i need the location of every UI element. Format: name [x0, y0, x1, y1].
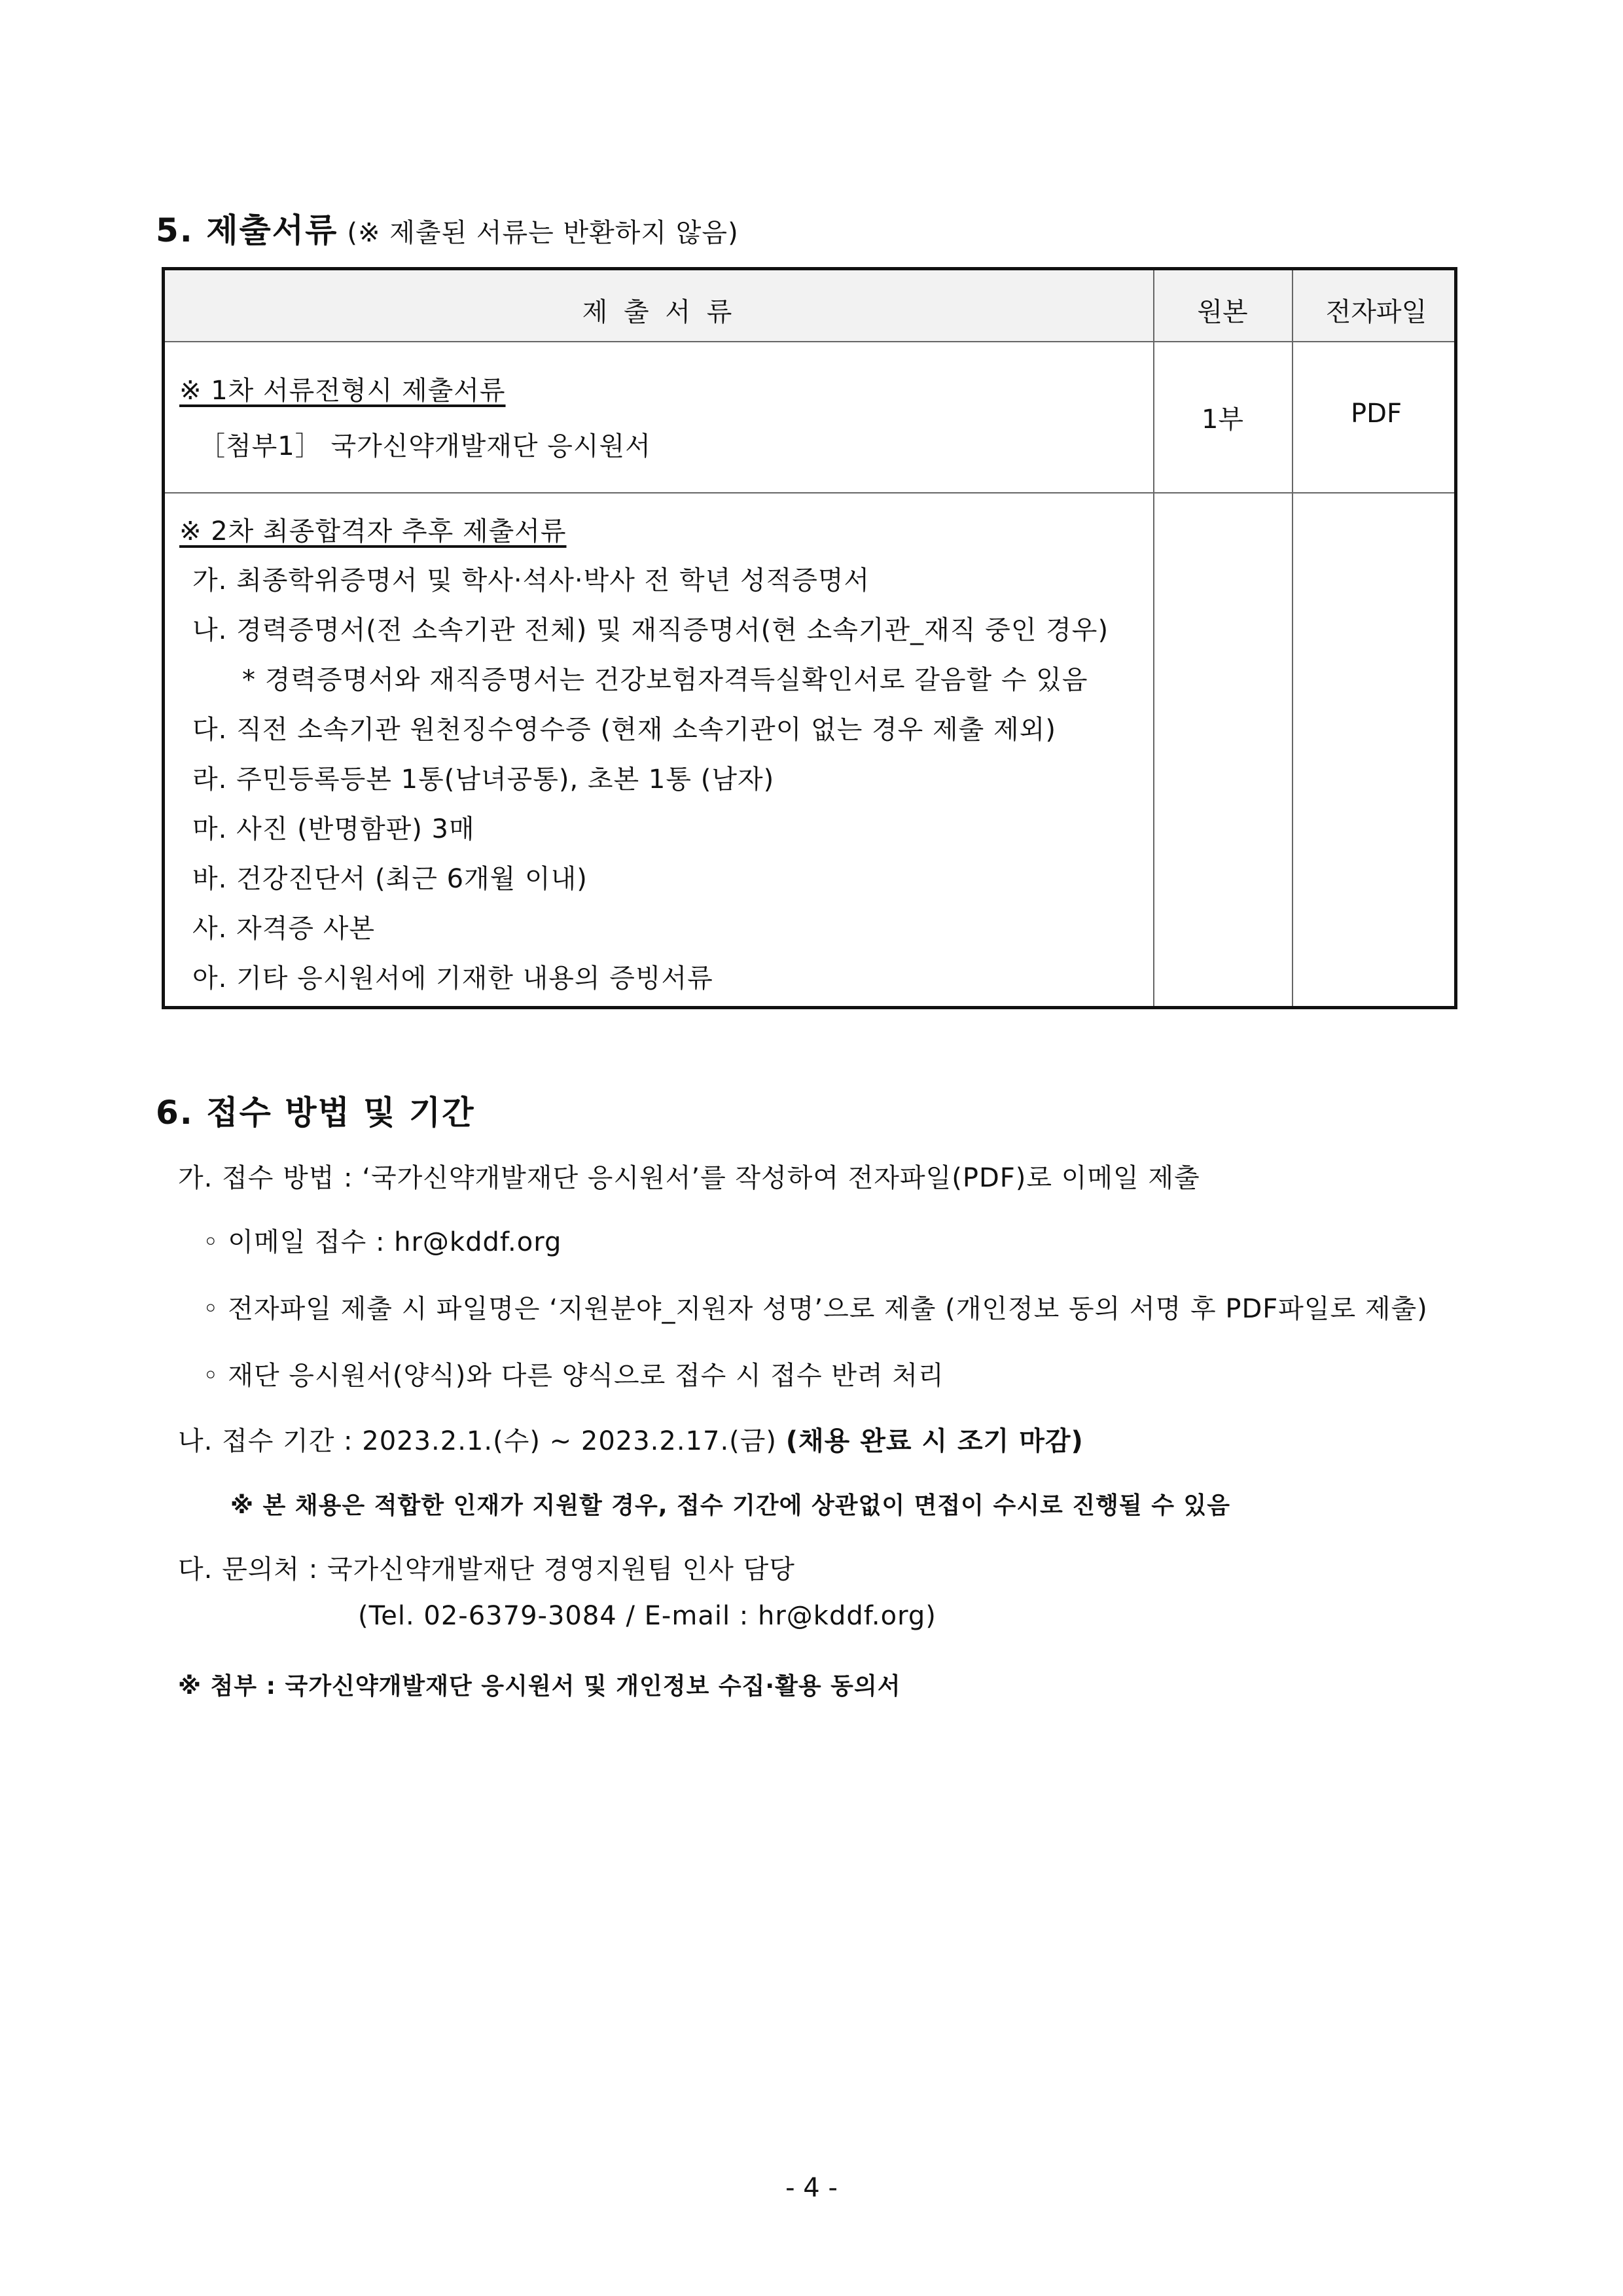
submission-period [178, 1420, 1084, 1458]
submission-method: 가. 접수 방법 : ‘국가신약개발재단 응시원서’를 작성하여 전자파일(PDF)로 이메일 제출 [178, 1163, 1200, 1193]
table-header-row [165, 270, 1454, 342]
row2-item: 라. 주민등록등본 1통(남녀공통), 초본 1통 (남자) [192, 764, 775, 795]
row1-heading: ※ 1차 서류전형시 제출서류 [179, 376, 506, 406]
section-5-heading [156, 204, 739, 251]
page-number: - 4 - [785, 2173, 838, 2203]
submission-documents-table [162, 267, 1457, 1009]
column-divider [1153, 270, 1154, 1006]
row2-item: 나. 경력증명서(전 소속기관 전체) 및 재직증명서(현 소속기관_재직 중인 경우) [192, 615, 1109, 645]
row2-item-note: * 경력증명서와 재직증명서는 건강보험자격득실확인서로 갈음할 수 있음 [242, 665, 1088, 695]
email-submission: ◦ 이메일 접수 : hr@kddf.org [203, 1227, 562, 1257]
interview-note: ※ 본 채용은 적합한 인재가 지원할 경우, 접수 기간에 상관없이 면접이 수시로 진행될 수 있음 [230, 1492, 1231, 1519]
row-divider [165, 492, 1454, 493]
early-closing-note: (채용 완료 시 조기 마감) [785, 1426, 1084, 1456]
filename-rule: ◦ 전자파일 제출 시 파일명은 ‘지원분야_지원자 성명’으로 제출 (개인정보 동의 서명 후 PDF파일로 제출) [203, 1294, 1428, 1324]
section-5-note: (※ 제출된 서류는 반환하지 않음) [347, 218, 739, 248]
column-divider [1292, 270, 1293, 1006]
format-rule: ◦ 재단 응시원서(양식)와 다른 양식으로 접수 시 접수 반려 처리 [203, 1361, 944, 1391]
row2-item: 아. 기타 응시원서에 기재한 내용의 증빙서류 [192, 963, 713, 994]
section-5-title: 5. 제출서류 [156, 211, 338, 249]
row2-item: 가. 최종학위증명서 및 학사·석사·박사 전 학년 성적증명서 [192, 565, 870, 596]
row-divider [165, 341, 1454, 342]
section-6-heading: 6. 접수 방법 및 기간 [156, 1094, 475, 1132]
header-documents: 제 출 서 류 [582, 297, 736, 327]
row2-item: 바. 건강진단서 (최근 6개월 이내) [192, 864, 588, 894]
contact-detail: (Tel. 02-6379-3084 / E-mail : hr@kddf.org) [358, 1601, 936, 1631]
row1-item: ［첨부1］ 국가신약개발재단 응시원서 [199, 431, 651, 461]
row2-item: 사. 자격증 사본 [192, 914, 375, 944]
header-electronic-file: 전자파일 [1325, 297, 1427, 327]
submission-period-dates: 나. 접수 기간 : 2023.2.1.(수) ~ 2023.2.17.(금) [178, 1426, 777, 1456]
attachment-note: ※ 첨부 : 국가신약개발재단 응시원서 및 개인정보 수집·활용 동의서 [178, 1673, 901, 1700]
row1-original-count: 1부 [1201, 404, 1244, 435]
header-original: 원본 [1197, 297, 1248, 327]
row2-item: 다. 직전 소속기관 원천징수영수증 (현재 소속기관이 없는 경우 제출 제외) [192, 715, 1056, 745]
row2-heading: ※ 2차 최종합격자 추후 제출서류 [179, 516, 567, 547]
row2-item: 마. 사진 (반명함판) 3매 [192, 814, 475, 844]
contact: 다. 문의처 : 국가신약개발재단 경영지원팀 인사 담당 [178, 1554, 795, 1585]
row1-electronic-format: PDF [1351, 399, 1402, 429]
